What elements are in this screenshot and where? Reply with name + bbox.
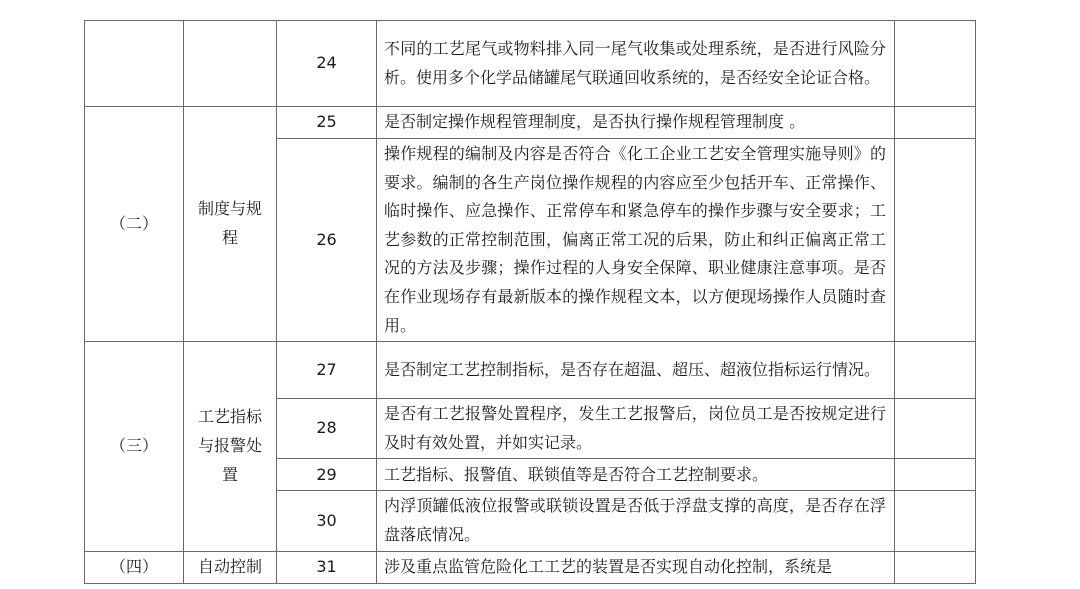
item-text: 是否有工艺报警处置程序，发生工艺报警后，岗位员工是否按规定进行及时有效处置，并如实记录。 xyxy=(377,399,895,459)
result-cell xyxy=(895,551,976,583)
checklist-table xyxy=(84,20,976,584)
item-text: 工艺指标、报警值、联锁值等是否符合工艺控制要求。 xyxy=(377,459,895,491)
category-line: 置 xyxy=(221,464,238,484)
section-index-cell xyxy=(85,21,184,107)
section-index: （四） xyxy=(85,551,184,583)
result-cell xyxy=(895,399,976,459)
item-number: 24 xyxy=(277,21,377,107)
category-label xyxy=(184,342,277,551)
item-text: 是否制定工艺控制指标，是否存在超温、超压、超液位指标运行情况。 xyxy=(377,342,895,399)
item-number: 28 xyxy=(277,399,377,459)
item-text: 是否制定操作规程管理制度，是否执行操作规程管理制度 。 xyxy=(377,107,895,139)
item-text: 不同的工艺尾气或物料排入同一尾气收集或处理系统，是否进行风险分析。使用多个化学品储罐尾气联通回收系统的，是否经安全论证合格。 xyxy=(377,21,895,107)
item-text: 内浮顶罐低液位报警或联锁设置是否低于浮盘支撑的高度，是否存在浮盘落底情况。 xyxy=(377,491,895,551)
item-number: 30 xyxy=(277,491,377,551)
result-cell xyxy=(895,459,976,491)
category-cell xyxy=(184,21,277,107)
item-number: 31 xyxy=(277,551,377,583)
category-label: 自动控制 xyxy=(184,551,277,583)
section-index: （二） xyxy=(85,107,184,342)
table-row xyxy=(85,107,976,139)
category-line: 与报警处 xyxy=(197,436,262,456)
category-line: 程 xyxy=(221,228,238,248)
table-row xyxy=(85,21,976,107)
category-label xyxy=(184,107,277,342)
result-cell xyxy=(895,139,976,342)
section-index: （三） xyxy=(85,342,184,551)
item-number: 25 xyxy=(277,107,377,139)
result-cell xyxy=(895,107,976,139)
category-line: 工艺指标 xyxy=(197,407,262,427)
item-text: 涉及重点监管危险化工工艺的装置是否实现自动化控制，系统是 xyxy=(377,551,895,583)
table-row xyxy=(85,551,976,583)
result-cell xyxy=(895,342,976,399)
item-number: 27 xyxy=(277,342,377,399)
table-row xyxy=(85,342,976,399)
category-line: 制度与规 xyxy=(197,199,262,219)
item-number: 29 xyxy=(277,459,377,491)
result-cell xyxy=(895,21,976,107)
item-text: 操作规程的编制及内容是否符合《化工企业工艺安全管理实施导则》的要求。编制的各生产岗位操作规程的内容应至少包括开车、正常操作、临时操作、应急操作、正常停车和紧急停车的操作步骤与安全要求；工艺参数的正常控制范围，偏离正常工况的后果，防止和纠正偏离正常工况的方法及步骤；操作过程的人身安全保障、职业健康注意事项。是否在作业现场存有最新版本的操作规程文本，以方便现场操作人员随时查用。 xyxy=(377,139,895,342)
item-number: 26 xyxy=(277,139,377,342)
result-cell xyxy=(895,491,976,551)
